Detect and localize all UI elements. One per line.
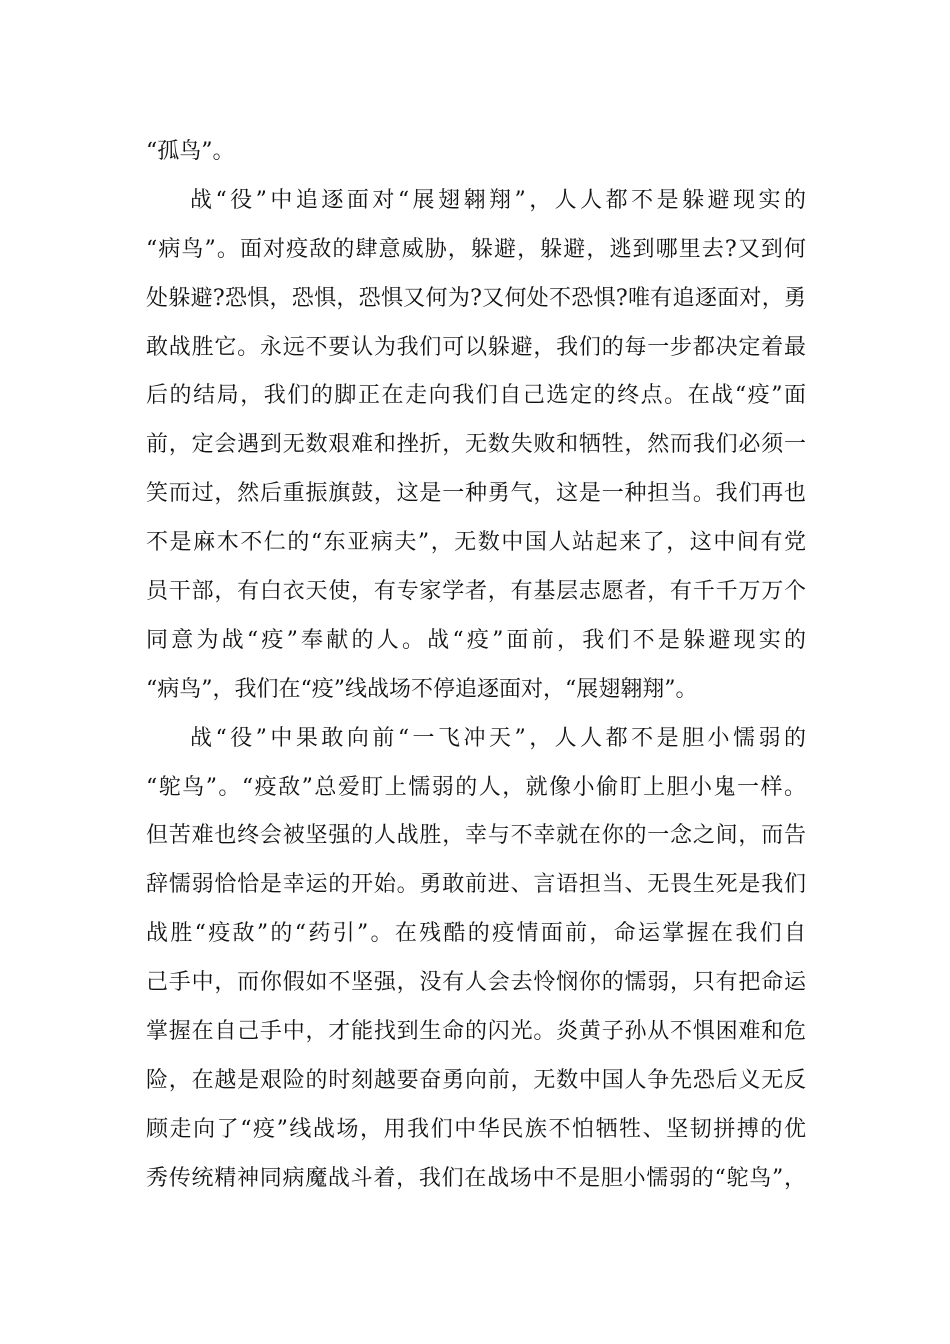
text-line: 险，在越是艰险的时刻越要奋勇向前，无数中国人争先恐后义无反: [146, 1067, 806, 1093]
text-line: “鸵鸟”。“疫敌”总爱盯上懦弱的人，就像小偷盯上胆小鬼一样。: [146, 774, 806, 800]
text-line: 秀传统精神同病魔战斗着，我们在战场中不是胆小懦弱的“鸵鸟”，: [146, 1165, 806, 1191]
text-line: 己手中，而你假如不坚强，没有人会去怜悯你的懦弱，只有把命运: [146, 970, 806, 996]
text-line: 敢战胜它。永远不要认为我们可以躲避，我们的每一步都决定着最: [146, 334, 806, 360]
paragraph-last-line: “病鸟”，我们在“疫”线战场不停追逐面对，“展翅翱翔”。: [146, 676, 698, 702]
text-line: “孤鸟”。: [146, 139, 235, 164]
text-line: 笑而过，然后重振旗鼓，这是一种勇气，这是一种担当。我们再也: [146, 481, 806, 507]
paragraph-first-line: 战“役”中追逐面对“展翅翱翔”，人人都不是躲避现实的: [190, 187, 806, 213]
paragraph-first-line: 战“役”中果敢向前“一飞冲天”，人人都不是胆小懦弱的: [190, 725, 806, 751]
text-line: “病鸟”。面对疫敌的肆意威胁，躲避，躲避，逃到哪里去?又到何: [146, 236, 806, 262]
text-line: 顾走向了“疫”线战场，用我们中华民族不怕牺牲、坚韧拼搏的优: [146, 1116, 806, 1142]
text-line: 处躲避?恐惧，恐惧，恐惧又何为?又何处不恐惧?唯有追逐面对，勇: [146, 285, 806, 311]
text-line: 前，定会遇到无数艰难和挫折，无数失败和牺牲，然而我们必须一: [146, 432, 806, 458]
text-line: 员干部，有白衣天使，有专家学者，有基层志愿者，有千千万万个: [146, 579, 806, 605]
text-line: 战胜“疫敌”的“药引”。在残酷的疫情面前，命运掌握在我们自: [146, 921, 806, 947]
text-line: 同意为战“疫”奉献的人。战“疫”面前，我们不是躲避现实的: [146, 627, 806, 653]
text-line: 但苦难也终会被坚强的人战胜，幸与不幸就在你的一念之间，而告: [146, 823, 806, 849]
text-line: 掌握在自己手中，才能找到生命的闪光。炎黄子孙从不惧困难和危: [146, 1019, 806, 1045]
text-line: 后的结局，我们的脚正在走向我们自己选定的终点。在战“疫”面: [146, 383, 806, 409]
text-line: 辞懦弱恰恰是幸运的开始。勇敢前进、言语担当、无畏生死是我们: [146, 872, 806, 898]
body-text: [146, 128, 806, 1204]
text-line: 不是麻木不仁的“东亚病夫”，无数中国人站起来了，这中间有党: [146, 530, 806, 556]
